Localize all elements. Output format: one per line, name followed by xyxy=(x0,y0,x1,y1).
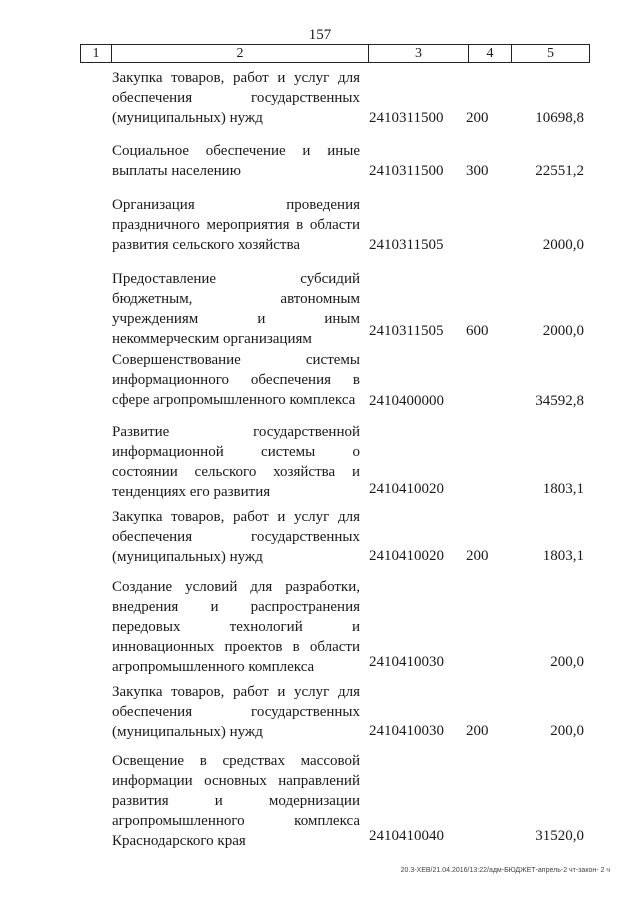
row-code: 2410311500 xyxy=(369,163,444,179)
row-description: Предоставление субсидий бюджетным, автономным учреждениям и иным некоммерческим организациям xyxy=(112,271,360,347)
row-code: 2410410030 xyxy=(369,723,444,739)
column-header-1: 1 xyxy=(81,45,112,63)
column-header-3: 3 xyxy=(369,45,469,63)
row-code: 2410410020 xyxy=(369,481,444,497)
row-description: Создание условий для разработки, внедрения и распространения передовых технологий и инновационных проектов в области агропромышленного комплекса xyxy=(112,579,360,675)
row-code: 2410410030 xyxy=(369,654,444,670)
column-header-2: 2 xyxy=(112,45,369,63)
row-expense-type: 200 xyxy=(466,548,489,564)
row-amount: 34592,8 xyxy=(535,393,584,409)
page-number: 157 xyxy=(308,27,332,43)
row-code: 2410410040 xyxy=(369,828,444,844)
row-code: 2410311505 xyxy=(369,323,444,339)
row-description: Освещение в средствах массовой информации основных направлений развития и модернизации агропромышленного комплекса Краснодарского края xyxy=(112,753,360,849)
row-description: Организация проведения праздничного мероприятия в области развития сельского хозяйства xyxy=(112,197,360,253)
row-amount: 1803,1 xyxy=(542,548,584,564)
row-code: 2410410020 xyxy=(369,548,444,564)
column-header-5: 5 xyxy=(512,45,590,63)
row-amount: 22551,2 xyxy=(535,163,584,179)
row-description: Социальное обеспечение и иные выплаты населению xyxy=(112,143,360,179)
row-expense-type: 300 xyxy=(466,163,489,179)
row-amount: 2000,0 xyxy=(542,323,584,339)
row-amount: 31520,0 xyxy=(535,828,584,844)
column-header-4: 4 xyxy=(469,45,512,63)
row-description: Совершенствование системы информационного обеспечения в сфере агропромышленного комплекса xyxy=(112,352,360,408)
row-code: 2410311505 xyxy=(369,237,444,253)
row-code: 2410311500 xyxy=(369,110,444,126)
row-amount: 10698,8 xyxy=(535,110,584,126)
row-description: Закупка товаров, работ и услуг для обеспечения государственных (муниципальных) нужд xyxy=(112,70,360,126)
document-footer-stamp: 20.3-XEB/21.04.2016/13:22/адм-БЮДЖЕТ-апрель-2 чт-закон- 2 ч xyxy=(400,867,610,874)
row-amount: 2000,0 xyxy=(542,237,584,253)
row-description: Закупка товаров, работ и услуг для обеспечения государственных (муниципальных) нужд xyxy=(112,509,360,565)
row-description: Развитие государственной информационной системы о состоянии сельского хозяйства и тенденциях его развития xyxy=(112,424,360,500)
row-expense-type: 200 xyxy=(466,723,489,739)
row-amount: 200,0 xyxy=(550,654,584,670)
row-expense-type: 600 xyxy=(466,323,489,339)
row-expense-type: 200 xyxy=(466,110,489,126)
row-amount: 200,0 xyxy=(550,723,584,739)
row-amount: 1803,1 xyxy=(542,481,584,497)
row-code: 2410400000 xyxy=(369,393,444,409)
row-description: Закупка товаров, работ и услуг для обеспечения государственных (муниципальных) нужд xyxy=(112,684,360,740)
